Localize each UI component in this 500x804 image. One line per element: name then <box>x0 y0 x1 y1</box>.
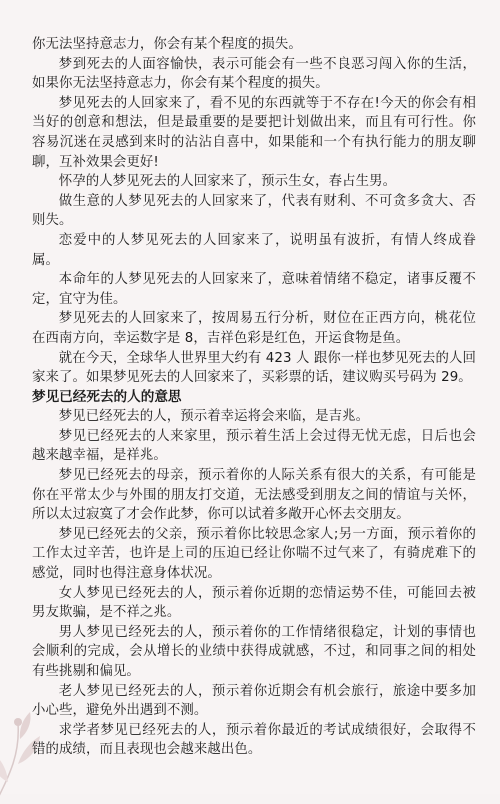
paragraph: 女人梦见已经死去的人，预示着你近期的恋情运势不佳，可能回去被男友欺骗，是不祥之兆。 <box>32 585 476 621</box>
paragraph: 怀孕的人梦见死去的人回家来了，预示生女，春占生男。 <box>58 174 397 190</box>
paragraph: 就在今天，全球华人世界里大约有 423 人 跟你一样也梦见死去的人回家来了。如果梦见死去的人回家来了，买彩票的话，建议购买号码为 29。 <box>32 350 476 386</box>
paragraph: 梦到死去的人面容愉快，表示可能会有一些不良恶习闯入你的生活，如果你无法坚持意志力，你会有某个程度的损失。 <box>32 56 476 92</box>
paragraph: 老人梦见已经死去的人，预示着你近期会有机会旅行，旅途中要多加小心些，避免外出遇到不测。 <box>32 683 476 719</box>
paragraph: 求学者梦见已经死去的人，预示着你最近的考试成绩很好，会取得不错的成绩，而且表现也会越来越出色。 <box>32 722 476 758</box>
paragraph: 梦见已经死去的母亲，预示着你的人际关系有很大的关系，有可能是你在平常太少与外围的朋友打交道，无法感受到朋友之间的情谊与关怀，所以太过寂寞了才会作此梦，你可以试着多敞开心怀去交朋友。 <box>32 468 476 523</box>
paragraph: 梦见已经死去的父亲，预示着你比较思念家人;另一方面，预示着你的工作太过辛苦，也许是上司的压迫已经让你喘不过气来了，有骑虎难下的感觉，同时也得注意身体状况。 <box>32 526 476 582</box>
paragraph: 梦见死去的人回家来了，看不见的东西就等于不存在!今天的你会有相当好的创意和想法，但是最重要的是要把计划做出来，而且有可行性。你容易沉迷在灵感到来时的沾沾自喜中，如果能和一个有执行能力的朋友聊聊，互补效果会更好! <box>32 95 476 170</box>
paragraph: 梦见已经死去的人，预示着幸运将会来临，是吉兆。 <box>58 409 370 425</box>
paragraph: 梦见已经死去的人来家里，预示着生活上会过得无忧无虑，日后也会越来越幸福，是祥兆。 <box>32 428 476 464</box>
paragraph: 做生意的人梦见死去的人回家来了，代表有财利、不可贪多贪大、否则失。 <box>32 193 476 229</box>
paragraph: 男人梦见已经死去的人，预示着你的工作情绪很稳定，计划的事情也会顺利的完成，会从增长的业绩中获得成就感，不过，和同事之间的相处有些挑剔和偏见。 <box>32 624 476 679</box>
paragraph: 梦见死去的人回家来了，按周易五行分析，财位在正西方向，桃花位在西南方向，幸运数字是 8，吉祥色彩是红色，开运食物是鱼。 <box>32 311 476 346</box>
article-body <box>32 35 476 760</box>
paragraph: 恋爱中的人梦见死去的人回家来了，说明虽有波折，有情人终成眷属。 <box>32 232 476 268</box>
section-heading: 梦见已经死去的人的意思 <box>32 388 182 405</box>
paragraph: 你无法坚持意志力，你会有某个程度的损失。 <box>32 37 302 52</box>
paragraph: 本命年的人梦见死去的人回家来了，意味着情绪不稳定，诸事反覆不定，宜守为佳。 <box>32 272 476 307</box>
